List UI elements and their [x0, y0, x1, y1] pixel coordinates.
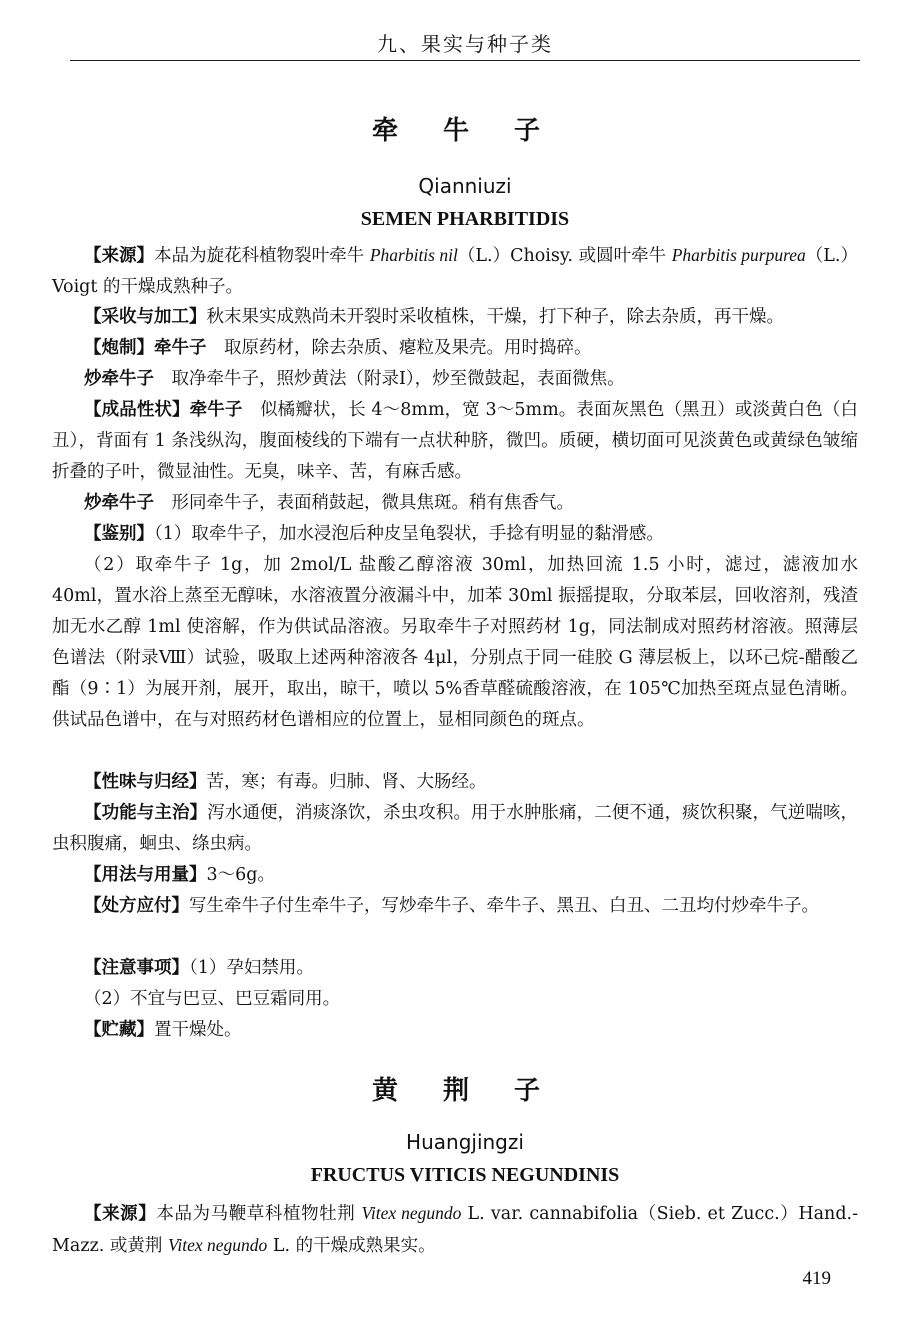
section-source: 【来源】本品为马鞭草科植物牡荆 Vitex negundo L. var. cannabifolia（Sieb. et Zucc.）Hand.-Mazz. 或黄荆 Vitex negundo L. 的干燥成熟果实。: [52, 1203, 859, 1256]
section-dosage: 【用法与用量】3～6g。: [84, 865, 275, 885]
entry-title: 牵 牛 子: [371, 116, 559, 146]
section-harvest: 【采收与加工】秋末果实成熟尚未开裂时采收植株，干燥，打下种子，除去杂质，再干燥。: [84, 307, 784, 327]
header-rule: [70, 60, 860, 61]
section-identification-1: 【鉴别】（1）取牵牛子，加水浸泡后种皮呈龟裂状，手捻有明显的黏滑感。: [84, 524, 664, 544]
entry-latin-name: SEMEN PHARBITIDIS: [360, 208, 570, 230]
section-storage: 【贮藏】置干燥处。: [84, 1020, 242, 1040]
entry-title: 黄 荆 子: [371, 1076, 559, 1106]
entry-pinyin: Qianniuzi: [418, 174, 512, 198]
section-characters-2: 炒牵牛子 形同牵牛子，表面稍鼓起，微具焦斑。稍有焦香气。: [84, 493, 574, 513]
page-number: 419: [802, 1268, 831, 1289]
section-processing-1: 【炮制】牵牛子 取原药材，除去杂质、瘪粒及果壳。用时捣碎。: [84, 338, 592, 358]
section-prescription: 【处方应付】写生牵牛子付生牵牛子，写炒牵牛子、牵牛子、黑丑、白丑、二丑均付炒牵牛子。: [84, 896, 819, 916]
section-identification-2: （2）取牵牛子 1g，加 2mol/L 盐酸乙醇溶液 30ml，加热回流 1.5 小时，滤过，滤液加水 40ml，置水浴上蒸至无醇味，水溶液置分液漏斗中，加苯 30ml 振摇提取，分取苯层，回收溶剂，残渣加无水乙醇 1ml 使溶解，作为供试品溶液。另取牵牛子对照药材 1g，同法制成对照药材溶液。照薄层色谱法（附录Ⅷ）试验，吸取上述两种溶液各 4μl，分别点于同一硅胶 G 薄层板上，以环己烷-醋酸乙酯（9∶1）为展开剂，展开，取出，晾干，喷以 5%香草醛硫酸溶液，在 105℃加热至斑点显色清晰。供试品色谱中，在与对照药材色谱相应的位置上，显相同颜色的斑点。: [52, 555, 858, 730]
section-source: 【来源】本品为旋花科植物裂叶牵牛 Pharbitis nil（L.）Choisy. 或圆叶牵牛 Pharbitis purpurea（L.）Voigt 的干燥成熟种子。: [52, 245, 858, 297]
entry-pinyin: Huangjingzi: [406, 1130, 524, 1154]
section-function: 【功能与主治】泻水通便，消痰涤饮，杀虫攻积。用于水肿胀痛，二便不通，痰饮积聚，气逆喘咳，虫积腹痛，蛔虫、绦虫病。: [52, 803, 859, 854]
section-cautions-1: 【注意事项】（1）孕妇禁用。: [84, 958, 314, 978]
entry-latin-name: FRUCTUS VITICIS NEGUNDINIS: [310, 1164, 620, 1186]
section-nature: 【性味与归经】苦，寒；有毒。归肺、肾、大肠经。: [84, 772, 487, 792]
running-header: 九、果实与种子类: [377, 32, 553, 56]
section-cautions-2: （2）不宜与巴豆、巴豆霜同用。: [84, 989, 341, 1009]
section-processing-2: 炒牵牛子 取净牵牛子，照炒黄法（附录Ⅰ），炒至微鼓起，表面微焦。: [84, 369, 625, 389]
section-characters-1: 【成品性状】牵牛子 似橘瓣状，长 4～8mm，宽 3～5mm。表面灰黑色（黑丑）或淡黄白色（白丑），背面有 1 条浅纵沟，腹面棱线的下端有一点状种脐，微凹。质硬，横切面可见淡黄色或黄绿色皱缩折叠的子叶，微显油性。无臭，味辛、苦，有麻舌感。: [52, 400, 859, 482]
